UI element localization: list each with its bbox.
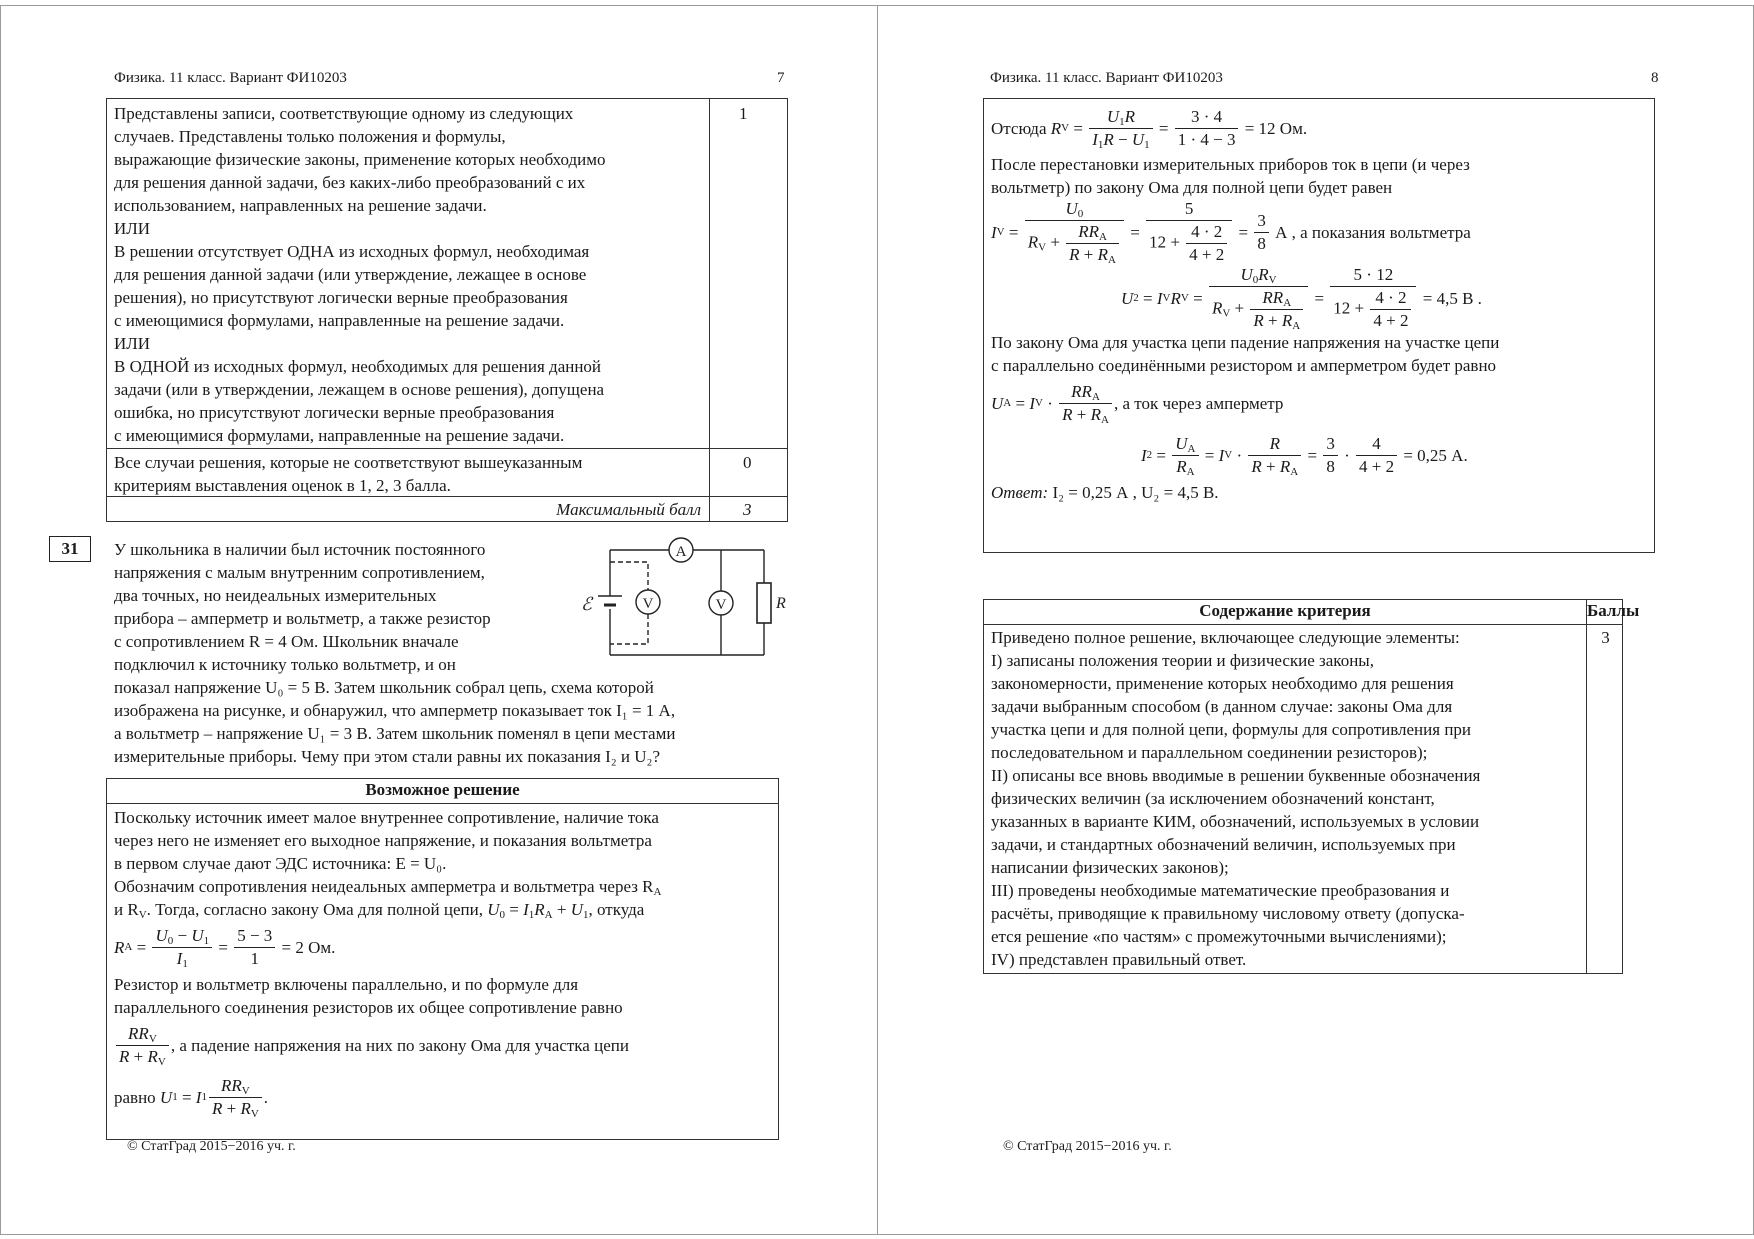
solution-p2-line2: и $R_V$. Тогда, согласно закону Ома для полной цепи, $U_0 = I_1R_A + U_1$, откуда <box>114 900 645 921</box>
emf-label: ℰ <box>581 594 592 614</box>
criteria-score-1: 1 <box>739 104 748 123</box>
voltmeter-label-2: V <box>715 597 727 613</box>
equation-ua: U A = I V · $RR_A$ $R + R_A$ , а ток через амперметр <box>991 381 1284 426</box>
criteria-table <box>106 98 788 522</box>
equation-parallel: $RR_V$ $R + R_V$ , а падение напряжения на них по закону Ома для участка цепи <box>114 1019 772 1071</box>
solution-box <box>106 778 779 1140</box>
max-score-label: Максимальный балл <box>556 500 701 519</box>
equation-u2: U 2 = I V R V = $U_0R_V$ $R_V$ + $RR_A$ $R + R_A$ = 5 · 12 12 + $\frac{4 \cdot 2}{4 + 2}$ = 4,5 В . <box>1121 265 1482 332</box>
solution-continued-box <box>983 98 1655 553</box>
solution-continued-body: Отсюда R V = $U_1R$ $I_1R - U_1$ = $\frac{3 \cdot 4}{1 \cdot 4 - 3}$ = 12 Ом. После перестановки измерительных приборов ток в цепи (и через вольтметр) по закону Ома для полной цепи будет равен I V = $U_0$ $R_V$ + $RR_A$ $R + R_A$ = 5 12 + $\frac{4 \cdot 2}{4 + 2}$ = 3 8 А , а показания вольтметра U 2 = I V R V = $U_0R_V$ $R_V$ + $RR_A$ $R + R_A$ = 5 · 12 12 + $\frac{4 \cdot 2}{4 + 2}$ = 4,5 В . По закону Ома для участка цепи падение напряжения на участке цепи с параллельно соединёнными резистором и амперметром будет равно U A = I V · $RR_A$ $R + R_A$ , а ток через амперметр I 2 = $U_A$ $R_A$ = I V · R $R + R_A$ = 3 8 · $\frac{4}{4 + 2}$ = 0,25 А. Ответ: I₂ = 0,25 А , U₂ = 4,5 В. <box>991 103 1646 504</box>
criteria-score-2: 0 <box>743 453 752 472</box>
solution-body: Поскольку источник имеет малое внутреннее сопротивление, наличие тока через него не изменяет его выходное напряжение, и показания вольтметра в первом случае дают ЭДС источника: E = U₀. Обозначим сопротивления неидеальных амперметра и вольтметра через $R_A$ и $R_V$. Тогда, согласно закону Ома для полной цепи, $U_0 = I_1R_A + U_1$, откуда R A = $U_0 - U_1$ $I_1$ = $\frac{5 - 3}{1}$ = 2 Ом. Резистор и вольтметр включены параллельно, и по формуле для параллельного соединения резисторов их общее сопротивление равно $RR_V$ $R + R_V$ , а падение напряжения на них по закону Ома для участка цепи равно U 1 = I 1 $RR_V$ $R + R_V$ . <box>114 806 772 1123</box>
equation-rv: Отсюда R V = $U_1R$ $I_1R - U_1$ = $\frac{3 \cdot 4}{1 \cdot 4 - 3}$ = 12 Ом. <box>991 106 1308 151</box>
voltmeter-symbol-1 <box>636 590 660 614</box>
ammeter-label: A <box>675 544 687 560</box>
max-score-value: 3 <box>743 500 752 519</box>
right-page <box>877 5 1754 1235</box>
page-number: 8 <box>1651 70 1659 86</box>
solution-title: Возможное решение <box>365 780 520 799</box>
resistor-symbol <box>757 583 771 623</box>
task-number: 31 <box>49 536 91 562</box>
task-text-bottom: показал напряжение U₀ = 5 В. Затем школьник собрал цепь, схема которой изображена на рисунке, и обнаружил, что амперметр показывает ток I₁ = 1 А, а вольтметр – напряжение U₁ = 3 В. Затем школьник поменял в цепи местами измерительные приборы. Чему при этом стали равны их показания I₂ и U₂? <box>114 678 676 766</box>
page-header: Физика. 11 класс. Вариант ФИ10203 <box>990 70 1223 86</box>
left-page <box>0 5 878 1235</box>
solution-p2-line1: Обозначим сопротивления неидеальных амперметра и вольтметра через $R_A$ <box>114 877 662 898</box>
ammeter-symbol <box>669 538 693 562</box>
circuit-diagram <box>576 531 791 659</box>
page-number: 7 <box>777 70 785 86</box>
equation-iv: I V = $U_0$ $R_V$ + $RR_A$ $R + R_A$ = 5 12 + $\frac{4 \cdot 2}{4 + 2}$ = 3 8 А , а показания вольтметра <box>991 199 1471 266</box>
resistor-label: R <box>776 595 786 612</box>
criteria-full-score: 3 <box>1601 628 1610 647</box>
criteria-head-content: Содержание критерия <box>1199 601 1371 620</box>
voltmeter-symbol-2 <box>709 591 733 615</box>
page-footer: © СтатГрад 2015−2016 уч. г. <box>127 1139 296 1154</box>
criteria-row-2: Все случаи решения, которые не соответствуют вышеуказанным критериям выставления оценок в 1, 2, 3 балла. <box>114 453 583 495</box>
voltmeter-label-1: V <box>642 596 654 612</box>
equation-ra: R A = $U_0 - U_1$ $I_1$ = $\frac{5 - 3}{1}$ = 2 Ом. <box>114 925 336 970</box>
task-text-top: У школьника в наличии был источник постоянного напряжения с малым внутренним сопротивлением, два точных, но неидеальных измерительных прибора – амперметр и вольтметр, а также резистор с сопротивлением R = 4 Ом. Школьник вначале подключил к источнику только вольтметр, и он <box>114 540 491 674</box>
page-header: Физика. 11 класс. Вариант ФИ10203 <box>114 70 347 86</box>
criteria-full-body: Приведено полное решение, включающее следующие элементы: I) записаны положения теории и физические законы, закономерности, применение которых необходимо для решения задачи выбранным способом (в данном случае: законы Ома для участка цепи и для полной цепи, формулы для сопротивления при последовательном и параллельном соединении резисторов); II) описаны все вновь вводимые в решении буквенные обозначения физических величин (за исключением обозначений констант, указанных в варианте КИМ, обозначений, используемых в условии задачи, и стандартных обозначений величин, используемых при написании физических законов); III) проведены необходимые математические преобразования и расчёты, приводящие к правильному числовому ответу (допуска- ется решение «по частям» с промежуточными вычислениями); IV) представлен правильный ответ. <box>991 628 1481 969</box>
equation-i2: I 2 = $U_A$ $R_A$ = I V · R $R + R_A$ = 3 8 · $\frac{4}{4 + 2}$ = 0,25 А. <box>1141 433 1468 478</box>
criteria-row-1: Представлены записи, соответствующие одному из следующих случаев. Представлены только положения и формулы, выражающие физические законы, применение которых необходимо для решения данной задачи, без каких-либо преобразований с их использованием, направленных на решение задачи. ИЛИ В решении отсутствует ОДНА из исходных формул, необходимая для решения данной задачи (или утверждение, лежащее в основе решения), но присутствуют логически верные преобразования с имеющимися формулами, направленные на решение задачи. ИЛИ В ОДНОЙ из исходных формул, необходимых для решения данной задачи (или в утверждении, лежащем в основе решения), допущена ошибка, но присутствуют логически верные преобразования с имеющимися формулами, направленные на решение задачи. <box>114 104 606 445</box>
answer-line: Ответ: I₂ = 0,25 А , U₂ = 4,5 В. <box>991 483 1219 502</box>
equation-u1: равно U 1 = I 1 $RR_V$ $R + R_V$ . <box>114 1075 269 1120</box>
page-footer: © СтатГрад 2015−2016 уч. г. <box>1003 1139 1172 1154</box>
criteria-full-table <box>983 599 1640 974</box>
criteria-head-score: Баллы <box>1587 601 1640 620</box>
